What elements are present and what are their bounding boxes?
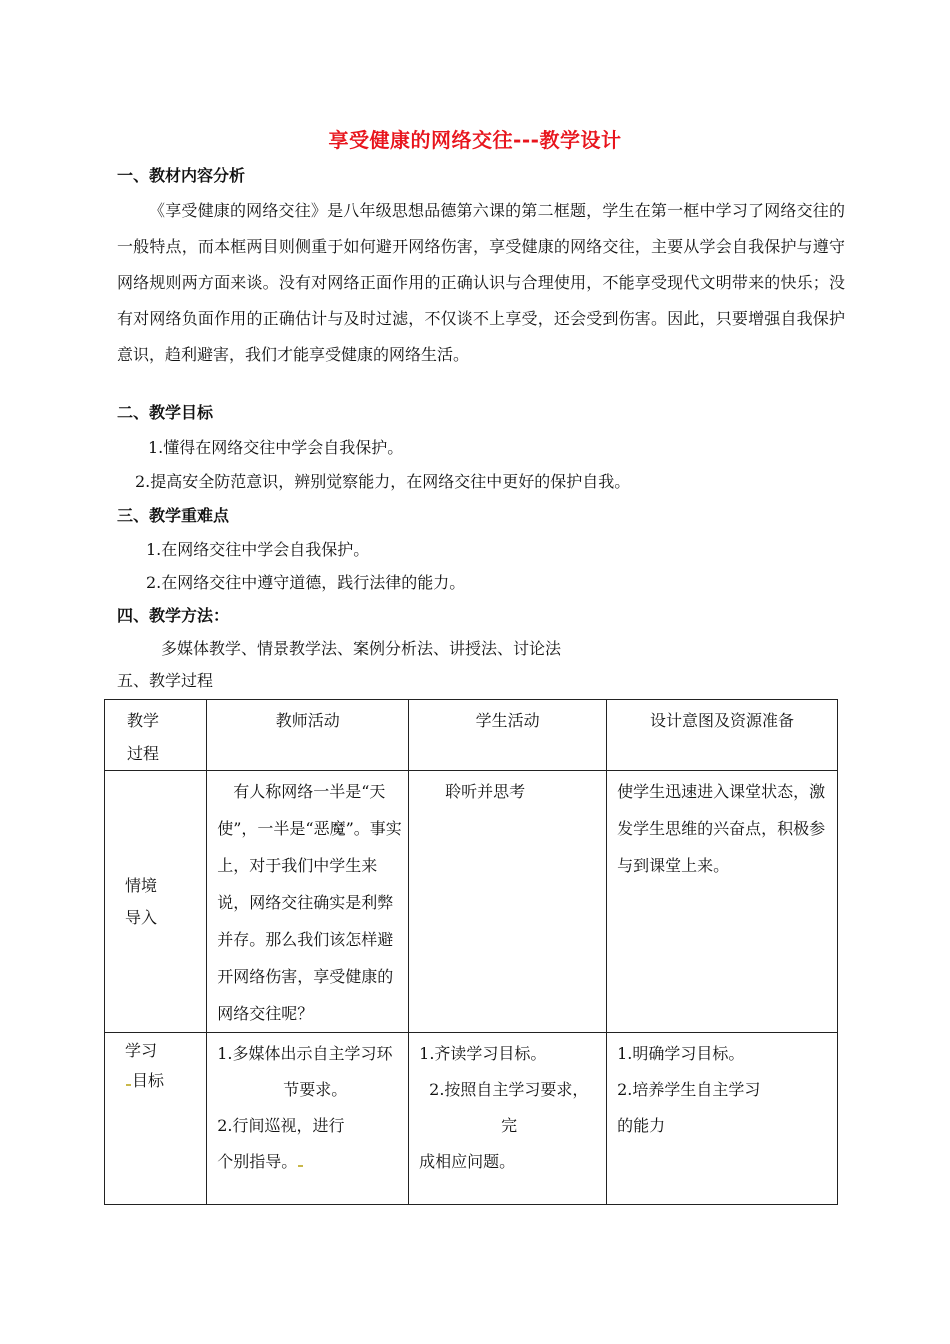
design-intent-intro: 使学生迅速进入课堂状态，激发学生思维的兴奋点，积极参与到课堂上来。: [607, 771, 838, 1033]
student-objectives-line-1: 1.齐读学习目标。: [419, 1044, 547, 1063]
table-header-row: [105, 700, 838, 771]
revision-mark-icon: [126, 1084, 131, 1086]
header-cell-student: 学生活动: [409, 700, 607, 771]
header-stage-line-1: 教学: [127, 711, 160, 730]
revision-mark-icon: [298, 1165, 303, 1167]
content-analysis-paragraph: 《享受健康的网络交往》是八年级思想品德第六课的第二框题，学生在第一框中学习了网络交往的一般特点，而本框两目则侧重于如何避开网络伤害，享受健康的网络交往，主要从学会自我保护与遵守网络规则两方面来谈。没有对网络正面作用的正确认识与合理使用，不能享受现代文明带来的快乐；没有对网络负面作用的正确估计与及时过滤，不仅谈不上享受，还会受到伤害。因此，只要增强自我保护意识，趋利避害，我们才能享受健康的网络生活。: [117, 201, 845, 364]
section-heading-content-analysis: 一、教材内容分析: [117, 166, 246, 185]
student-activity-intro: 聆听并思考: [409, 771, 607, 1033]
intent-objectives-line-2: 2.培养学生自主学习: [617, 1080, 761, 1099]
header-stage-line-2: 过程: [127, 744, 160, 763]
objective-item-2: 2.提高安全防范意识，辨别觉察能力，在网络交往中更好的保护自我。: [135, 472, 631, 491]
stage-cell-objectives: [105, 1033, 207, 1205]
teacher-objectives-line-3: 2.行间巡视，进行: [217, 1116, 345, 1135]
stage-intro-line-1: 情境: [125, 875, 158, 895]
teacher-activity-intro: 有人称网络一半是“天使”，一半是“恶魔”。事实上，对于我们中学生来说，网络交往确实是利弊并存。那么我们该怎样避开网络伤害，享受健康的网络交往呢？: [207, 771, 409, 1033]
stage-cell-intro: [105, 771, 207, 1033]
key-point-item-2: 2.在网络交往中遵守道德，践行法律的能力。: [146, 573, 466, 592]
section-heading-objectives: 二、教学目标: [117, 403, 214, 422]
design-intent-objectives: [607, 1033, 838, 1205]
student-objectives-line-4: 成相应问题。: [419, 1152, 516, 1171]
stage-intro-line-2: 导入: [125, 907, 158, 927]
teaching-methods-text: 多媒体教学、情景教学法、案例分析法、讲授法、讨论法: [161, 639, 562, 658]
section-heading-process: 五、教学过程: [117, 671, 214, 690]
header-cell-teacher: 教师活动: [207, 700, 409, 771]
header-cell-intent: 设计意图及资源准备: [607, 700, 838, 771]
objective-item-1: 1.懂得在网络交往中学会自我保护。: [148, 438, 404, 457]
teacher-activity-objectives: [207, 1033, 409, 1205]
student-objectives-line-2: 2.按照自主学习要求，: [429, 1080, 589, 1099]
key-point-item-1: 1.在网络交往中学会自我保护。: [146, 540, 370, 559]
section-heading-methods: 四、教学方法：: [117, 606, 230, 625]
stage-objectives-line-2: 目标: [125, 1066, 206, 1096]
table-row: [105, 771, 838, 1033]
intent-objectives-line-1: 1.明确学习目标。: [617, 1044, 745, 1063]
student-activity-objectives: [409, 1033, 607, 1205]
section-heading-key-points: 三、教学重难点: [117, 506, 230, 525]
teaching-process-table: [104, 699, 838, 1205]
teacher-objectives-line-1: 1.多媒体出示自主学习环: [217, 1044, 393, 1063]
teacher-objectives-line-2: 节要求。: [283, 1080, 348, 1099]
header-cell-stage: [105, 700, 207, 771]
student-objectives-line-3: 完: [501, 1116, 518, 1135]
stage-objectives-line-1: 学习: [125, 1041, 158, 1060]
table-row: [105, 1033, 838, 1205]
document-title: 享受健康的网络交往---教学设计: [328, 128, 622, 152]
intent-objectives-line-3: 的能力: [617, 1116, 666, 1135]
teacher-objectives-line-4: 个别指导。: [217, 1144, 408, 1180]
